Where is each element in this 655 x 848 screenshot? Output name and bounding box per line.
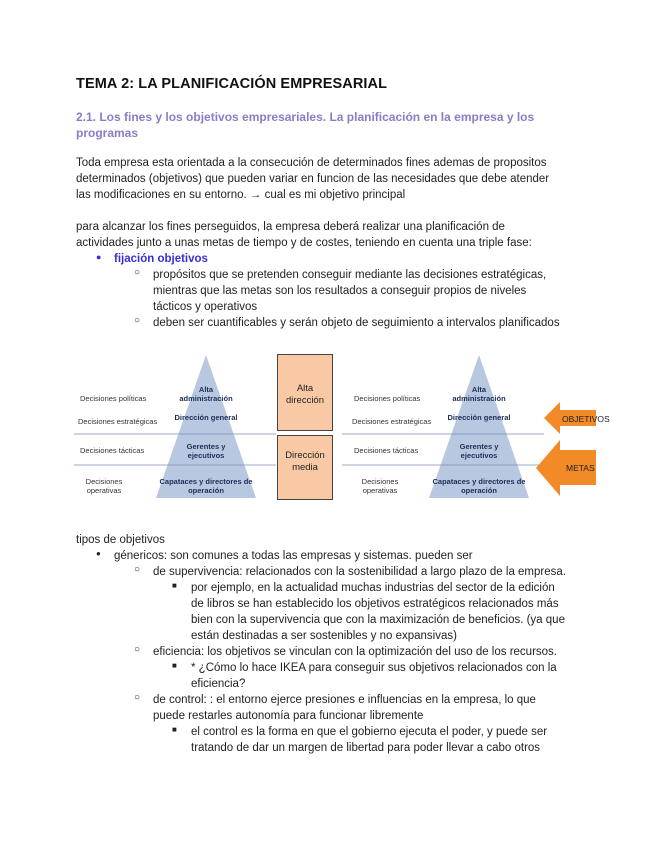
right-label: Decisiones tácticas <box>354 446 419 455</box>
pyramid-level: Capataces y directores de operación <box>159 477 253 495</box>
organization-pyramid-diagram <box>74 350 614 510</box>
arrow-metas-label: METAS <box>566 463 595 473</box>
pyramid-level: Alta administración <box>452 385 506 403</box>
list-item: eficiencia: los objetivos se vinculan con la optimización del uso de los recursos. <box>153 646 557 658</box>
bullet-dot-icon: ● <box>96 252 102 262</box>
bullet-square-icon: ■ <box>172 581 177 590</box>
bullet-square-icon: ■ <box>172 661 177 670</box>
para2-line: para alcanzar los fines perseguidos, la empresa deberá realizar una planificación de <box>76 221 505 233</box>
bullet-circle-icon: ○ <box>134 267 141 278</box>
bullet-circle-icon: ○ <box>134 315 141 326</box>
list-item: por ejemplo, en la actualidad muchas industrias del sector de la edición <box>191 582 555 594</box>
list-item: eficiencia? <box>191 678 246 690</box>
list-item: deben ser cuantificables y serán objeto de seguimiento a intervalos planificados <box>153 317 560 329</box>
para1-line: las modificaciones en su entorno. → cual es mi objetivo principal <box>76 189 406 201</box>
right-label: Decisiones políticas <box>354 394 421 403</box>
pyramid-level: Gerentes y ejecutivos <box>186 442 226 460</box>
list-item: tratando de dar un margen de libertad para poder llevar a cabo otros <box>191 742 541 754</box>
left-label: Decisiones tácticas <box>80 446 145 455</box>
right-label: Decisiones estratégicas <box>352 417 432 426</box>
pyramid-level: Dirección general <box>174 413 238 422</box>
bullet-square-icon: ■ <box>172 725 177 734</box>
list-item: * ¿Cómo lo hace IKEA para conseguir sus objetivos relacionados con la <box>191 662 557 674</box>
para1-line: determinados (objetivos) que pueden variar en funcion de las necesidades que debe atender <box>76 173 550 185</box>
left-label: Decisiones estratégicas <box>78 417 158 426</box>
list-item: bien con la supervivencia que con la maximización de beneficios. (ya que <box>191 614 565 626</box>
para2-line: actividades junto a unas metas de tiempo y de costes, teniendo en cuenta una triple fase: <box>76 237 532 249</box>
arrow-objetivos-label: OBJETIVOS <box>562 414 610 424</box>
diagram-graphics <box>74 350 614 510</box>
pyramid-level: Gerentes y ejecutivos <box>459 442 499 460</box>
list-item: propósitos que se pretenden conseguir mediante las decisiones estratégicas, <box>153 269 547 281</box>
list-item: mientras que las metas son los resultados a conseguir propios de niveles <box>153 285 527 297</box>
pyramid-level: Alta administración <box>179 385 233 403</box>
list-item: génericos: son comunes a todas las empresas y sistemas. pueden ser <box>114 550 473 562</box>
page-title: TEMA 2: LA PLANIFICACIÓN EMPRESARIAL <box>76 76 388 92</box>
left-label: Decisiones operativas <box>85 477 123 495</box>
left-label: Decisiones políticas <box>80 394 147 403</box>
pyramid-level: Dirección general <box>447 413 511 422</box>
bullet-circle-icon: ○ <box>134 692 141 703</box>
fijacion-label: fijación objetivos <box>114 253 208 265</box>
section-heading: 2.1. Los fines y los objetivos empresariales. La planificación en la empresa y los programas <box>76 110 535 140</box>
list-item: de control: : el entorno ejerce presiones e influencias en la empresa, lo que <box>153 694 536 706</box>
pyramid-level: Capataces y directores de operación <box>432 477 526 495</box>
bullet-circle-icon: ○ <box>134 564 141 575</box>
box-direccion-media: Dirección media <box>277 435 333 500</box>
tipos-title: tipos de objetivos <box>76 534 165 546</box>
list-item: puede restarles autonomía para funcionar libremente <box>153 710 424 722</box>
right-label: Decisiones operativas <box>361 477 399 495</box>
list-item: de supervivencia: relacionados con la sostenibilidad a largo plazo de la empresa. <box>153 566 566 578</box>
list-item: el control es la forma en que el gobierno ejecuta el poder, y puede ser <box>191 726 548 738</box>
list-item: de libros se han establecido los objetivos estratégicos relacionados más <box>191 598 559 610</box>
list-item: están destinadas a ser sostenibles y no expansivas) <box>191 630 457 642</box>
bullet-dot-icon: ● <box>96 549 101 558</box>
para1-line: Toda empresa esta orientada a la consecución de determinados fines ademas de propositos <box>76 157 547 169</box>
list-item: tácticos y operativos <box>153 301 258 313</box>
box-alta-direccion: Alta dirección <box>277 354 333 431</box>
bullet-circle-icon: ○ <box>134 644 141 655</box>
